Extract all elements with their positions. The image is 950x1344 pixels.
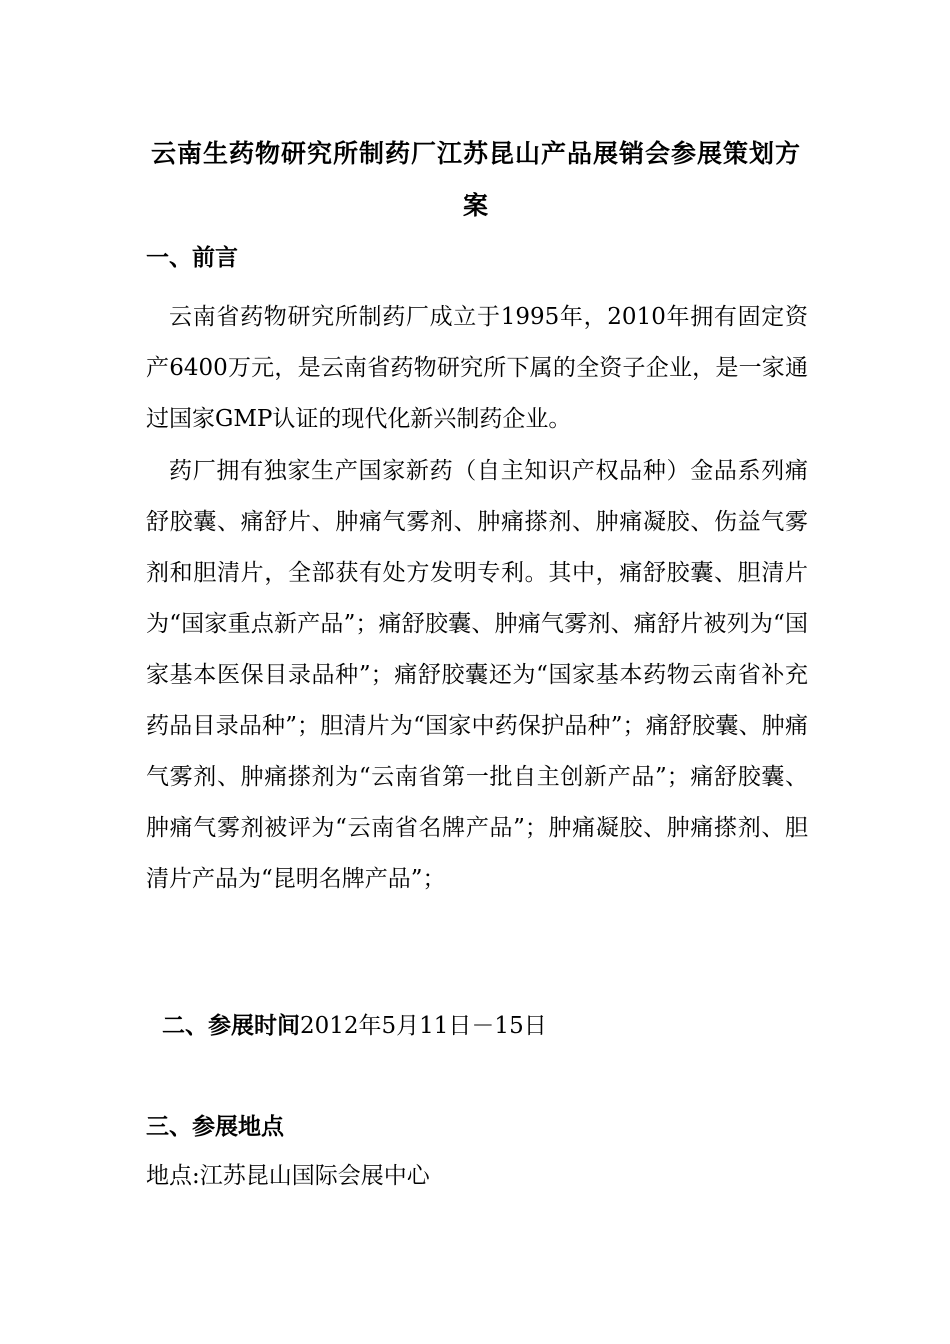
- section-heading-time: 二、参展时间: [162, 1012, 300, 1039]
- exhibition-time-value: 2012年5月11日－15日: [300, 1013, 547, 1039]
- section-exhibition-time: [162, 1011, 547, 1041]
- exhibition-location-value: 地点:江苏昆山国际会展中心: [146, 1163, 430, 1189]
- section-heading-preface: 一、前言: [146, 244, 238, 271]
- preface-paragraph-2: 药厂拥有独家生产国家新药（自主知识产权品种）金品系列痛舒胶囊、痛舒片、肿痛气雾剂、肿痛搽剂、肿痛凝胶、伤益气雾剂和胆清片，全部获有处方发明专利。其中，痛舒胶囊、胆清片为“国家重点新产品”；痛舒胶囊、肿痛气雾剂、痛舒片被列为“国家基本医保目录品种”；痛舒胶囊还为“国家基本药物云南省补充药品目录品种”；胆清片为“国家中药保护品种”；痛舒胶囊、肿痛气雾剂、肿痛搽剂为“云南省第一批自主创新产品”；痛舒胶囊、肿痛气雾剂被评为“云南省名牌产品”；肿痛凝胶、肿痛搽剂、胆清片产品为“昆明名牌产品”；: [146, 458, 808, 892]
- document-title: 云南生药物研究所制药厂江苏昆山产品展销会参展策划方案: [150, 139, 801, 220]
- section-heading-location: 三、参展地点: [146, 1113, 284, 1140]
- preface-paragraph-1: 云南省药物研究所制药厂成立于1995年，2010年拥有固定资产6400万元，是云南省药物研究所下属的全资子企业，是一家通过国家GMP认证的现代化新兴制药企业。: [146, 304, 808, 432]
